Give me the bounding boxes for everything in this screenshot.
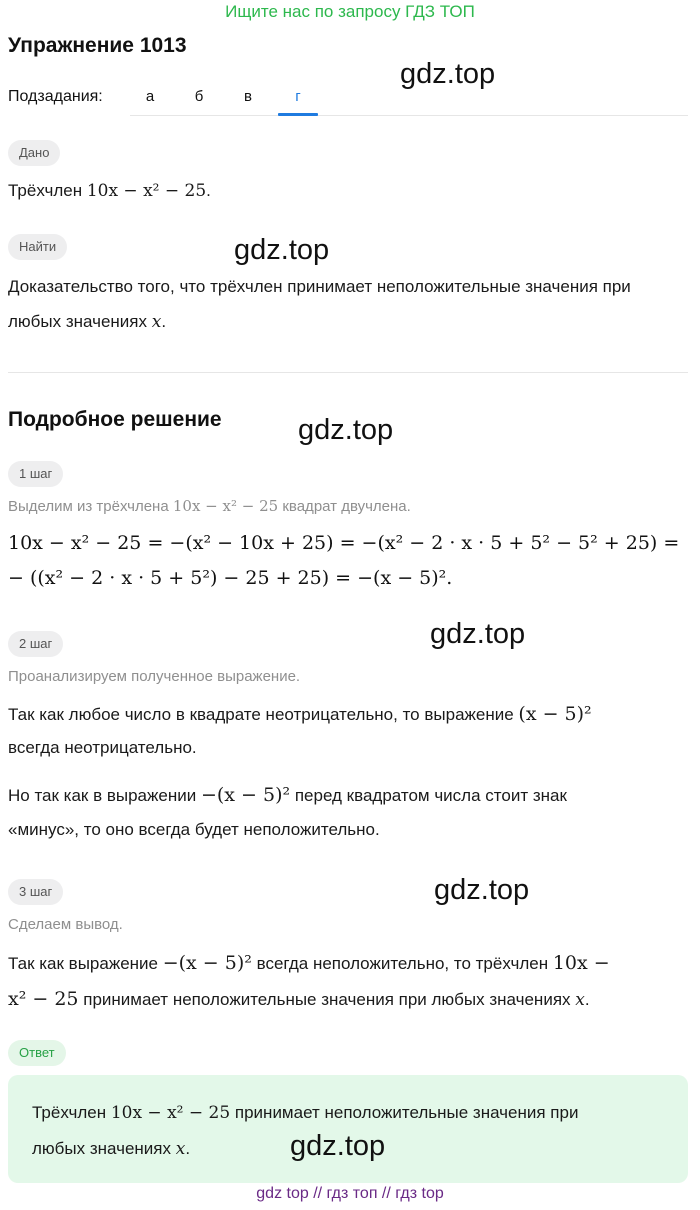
step-3-prefix: Так как выражение [8, 954, 163, 973]
step-2-p1-expression: (x − 5)² [518, 703, 592, 725]
step-1-hint-prefix: Выделим из трёхчлена [8, 498, 173, 515]
answer-prefix: Трёхчлен [32, 1103, 111, 1122]
tab-b[interactable]: б [194, 88, 204, 105]
subtasks-label: Подзадания: [8, 88, 103, 105]
tab-g[interactable]: г [295, 88, 301, 105]
solution-title: Подробное решение [8, 408, 222, 431]
watermark: gdz.top [430, 618, 526, 650]
subtasks-bar [8, 84, 688, 116]
step-3-expression-2: 10x − [552, 952, 610, 974]
step-1-equation-line-2: − ((x² − 2 · x · 5 + 5²) − 25 + 25) = −(x − 5)². [8, 567, 453, 589]
watermark: gdz.top [434, 874, 530, 906]
step-2-paragraph-2-line-1 [8, 778, 567, 813]
step-3-hint: Сделаем вывод. [8, 916, 123, 933]
answer-line-2-suffix: . [185, 1139, 191, 1158]
step-1-badge: 1 шаг [8, 461, 63, 487]
answer-line-1-suffix: принимает неположительные значения при [230, 1103, 579, 1122]
tabs-divider [130, 115, 688, 116]
step-2-hint: Проанализируем полученное выражение. [8, 668, 301, 685]
step-3-end: . [584, 990, 590, 1009]
answer-expression: 10x − x² − 25 [110, 1103, 231, 1123]
step-3-line-2-expression: x² − 25 [8, 988, 79, 1010]
step-3-line-1 [8, 946, 610, 981]
step-3-variable: x [575, 990, 585, 1010]
step-3-expression: −(x − 5)² [162, 952, 252, 974]
find-line-1: Доказательство того, что трёхчлен принимает неположительные значения при [8, 277, 631, 296]
tab-v[interactable]: в [244, 88, 252, 105]
footer-links[interactable]: gdz top // гдз топ // гдз top [256, 1185, 444, 1202]
section-divider [8, 372, 688, 373]
step-3-line-2 [8, 982, 590, 1017]
answer-badge: Ответ [8, 1040, 66, 1066]
step-2-paragraph-2-line-2: «минус», то оно всегда будет неположительно. [8, 820, 380, 839]
find-line-2-prefix: любых значениях [8, 312, 152, 331]
watermark: gdz.top [234, 234, 330, 266]
step-3-middle: всегда неположительно, то трёхчлен [251, 954, 553, 973]
step-3-badge: 3 шаг [8, 879, 63, 905]
answer-variable: x [175, 1139, 186, 1159]
step-2-p1-prefix: Так как любое число в квадрате неотрицательно, то выражение [8, 705, 519, 724]
find-variable: x [151, 312, 162, 332]
search-banner: Ищите нас по запросу ГДЗ ТОП [225, 2, 475, 21]
step-2-p2-expression: −(x − 5)² [200, 784, 291, 806]
step-1-hint-suffix: квадрат двучлена. [278, 498, 411, 515]
step-1-hint-expression: 10x − x² − 25 [172, 497, 279, 515]
step-2-badge: 2 шаг [8, 631, 63, 657]
watermark: gdz.top [290, 1130, 386, 1162]
step-3-line-2-text: принимает неположительные значения при любых значениях [78, 990, 576, 1009]
step-2-paragraph-1-line-1 [8, 697, 592, 732]
watermark: gdz.top [298, 414, 394, 446]
tab-a[interactable]: а [145, 88, 155, 105]
step-1-equation-line-1: 10x − x² − 25 = −(x² − 10x + 25) = −(x² − 2 · x · 5 + 5² − 5² + 25) = [8, 532, 680, 554]
step-1-hint [8, 497, 411, 515]
given-expression: 10x − x² − 25 [86, 181, 207, 201]
active-tab-indicator [278, 113, 318, 116]
find-line-2-suffix: . [161, 312, 167, 331]
answer-line-1 [32, 1095, 672, 1131]
given-badge: Дано [8, 140, 60, 166]
step-2-p2-prefix: Но так как в выражении [8, 786, 201, 805]
step-2-p2-suffix: перед квадратом числа стоит знак [290, 786, 567, 805]
exercise-title: Упражнение 1013 [8, 34, 187, 57]
answer-box [8, 1075, 688, 1183]
given-prefix: Трёхчлен [8, 181, 87, 200]
find-line-2 [8, 305, 166, 339]
given-text [8, 174, 211, 208]
step-2-paragraph-1-line-2: всегда неотрицательно. [8, 738, 197, 757]
watermark: gdz.top [400, 58, 496, 90]
answer-line-2-prefix: любых значениях [32, 1139, 176, 1158]
find-badge: Найти [8, 234, 67, 260]
given-suffix: . [206, 181, 211, 200]
